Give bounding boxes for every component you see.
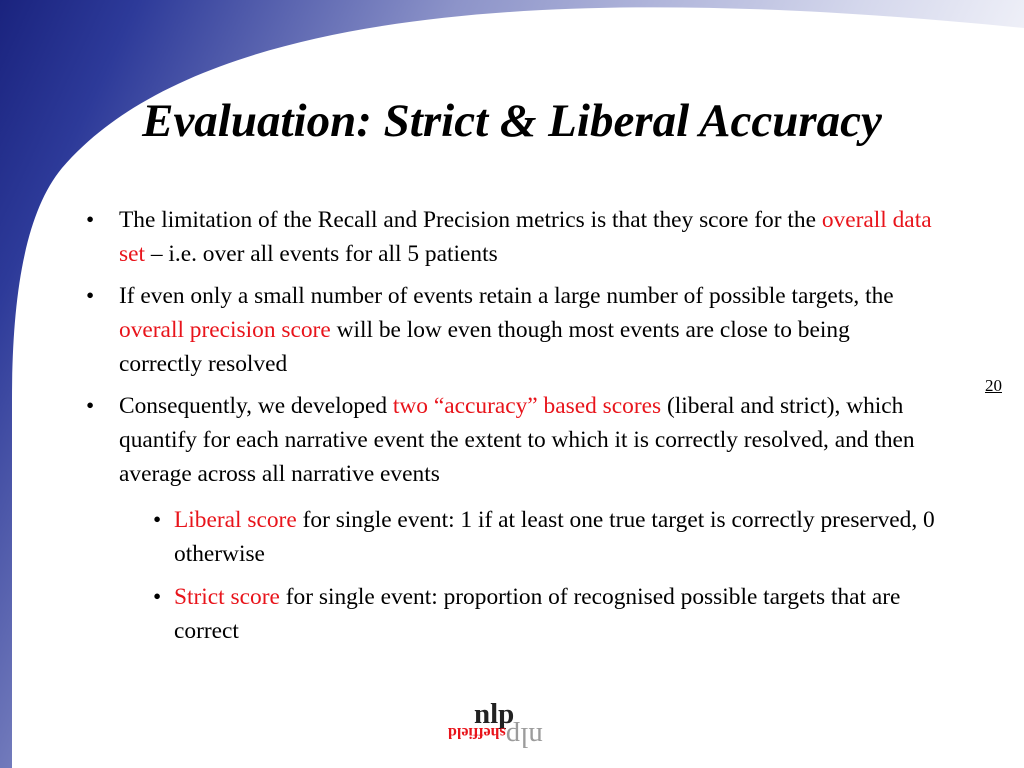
bullet-text: The limitation of the Recall and Precision metrics is that they score for the [119,207,822,233]
slide-title: Evaluation: Strict & Liberal Accuracy [142,95,882,147]
bullet-item [86,279,936,381]
bullet-text: Consequently, we developed [119,393,393,419]
slide-number-link[interactable]: 20 [985,376,1002,395]
highlight-text: two “accuracy” based scores [392,393,662,419]
sub-bullet-item [153,503,936,571]
logo-mirror-sheffield: sheffield [448,724,506,741]
nlp-sheffield-logo [446,698,581,753]
highlight-text: Strict score [174,584,280,610]
bullet-list [86,203,936,657]
logo-nlp-text: nlp [474,698,515,730]
highlight-text: overall data set [119,207,932,267]
bullet-item [86,203,936,271]
bullet-text: – i.e. over all events for all 5 patients [144,241,498,267]
bullet-item [86,389,936,648]
bullet-text: for single event: proportion of recognised possible targets that are correct [174,584,901,644]
logo-mirrored-text [448,722,543,751]
highlight-text: overall precision score [119,317,331,343]
logo-mirror-nlp: nlp [505,721,543,753]
bullet-text: (liberal and strict), which quantify for each narrative event the extent to which it is correctly resolved, and then average across all narrative events [119,393,915,487]
bullet-text: If even only a small number of events retain a large number of possible targets, the [119,283,894,309]
highlight-text: Liberal score [174,507,297,533]
bullet-text: for single event: 1 if at least one true target is correctly preserved, 0 otherwise [174,507,935,567]
bullet-text: will be low even though most events are close to being correctly resolved [119,317,850,377]
sub-bullet-list [119,503,936,648]
sub-bullet-item [153,580,936,648]
